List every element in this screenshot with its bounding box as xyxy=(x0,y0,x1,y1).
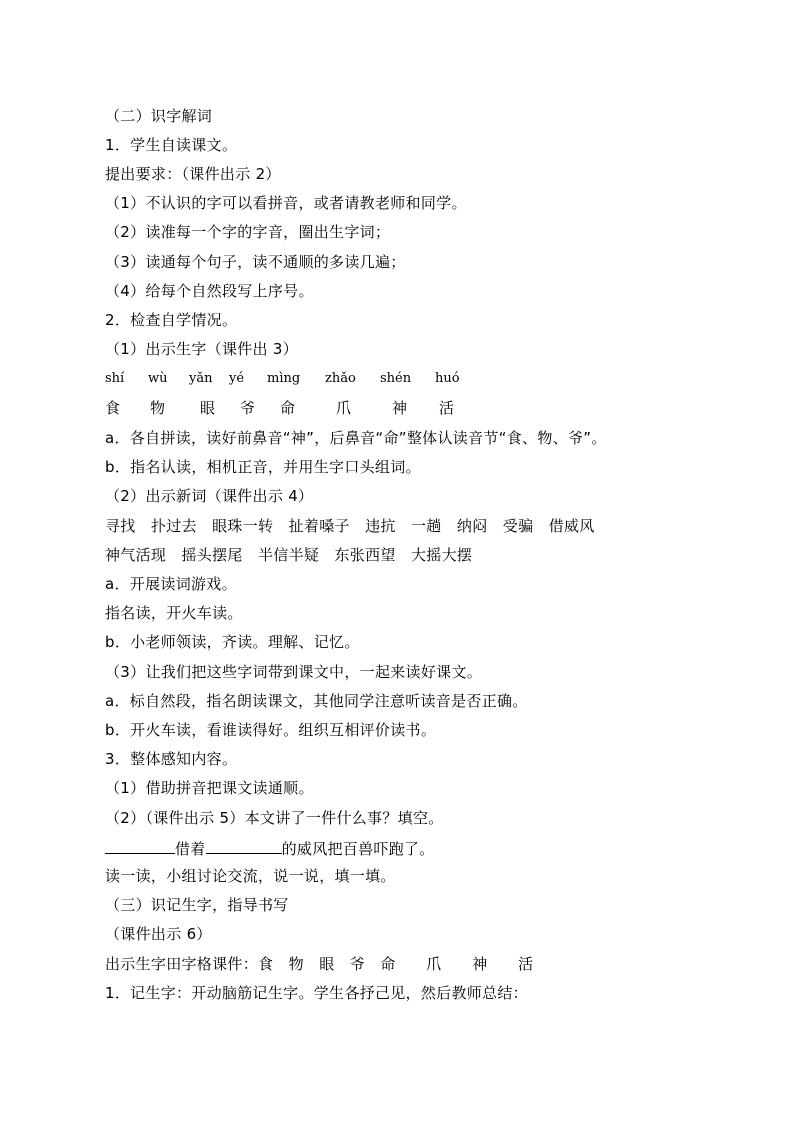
paragraph: b．指名认读，相机正音，并用生字口头组词。 xyxy=(105,458,421,476)
character-label: 爷 xyxy=(240,399,256,417)
step-heading: 1．记生字：开动脑筋记生字。学生各抒己见，然后教师总结： xyxy=(105,984,528,1002)
word-list: 神气活现 摇头摆尾 半信半疑 东张西望 大摇大摆 xyxy=(105,546,473,564)
pinyin-label: shén xyxy=(380,371,412,386)
paragraph: a．开展读词游戏。 xyxy=(105,575,237,593)
character-label: 眼 xyxy=(200,399,216,417)
paragraph: 指名读，开火车读。 xyxy=(105,604,243,622)
pinyin-label: zhǎo xyxy=(325,371,356,386)
pinyin-label: yǎn xyxy=(189,371,213,386)
list-item: （1）借助拼音把课文读通顺。 xyxy=(105,779,314,797)
list-item: （1）出示生字（课件出 3） xyxy=(105,340,299,358)
list-item: （3）让我们把这些字词带到课文中，一起来读好课文。 xyxy=(105,663,483,681)
list-item: （4）给每个自然段写上序号。 xyxy=(105,282,314,300)
pinyin-label: wù xyxy=(148,371,168,386)
fill-blank-text: 的威风把百兽吓跑了。 xyxy=(281,840,435,858)
pinyin-label: yé xyxy=(229,371,245,386)
list-item: （2）读准每一个字的字音，圈出生字词； xyxy=(105,223,391,241)
paragraph: 提出要求：（课件出示 2） xyxy=(105,165,281,183)
paragraph: 读一读，小组讨论交流，说一说，填一填。 xyxy=(105,867,396,885)
character-label: 命 xyxy=(280,399,296,417)
pinyin-label: mìng xyxy=(267,371,301,386)
pinyin-label: huó xyxy=(435,371,460,386)
character-label: 神 xyxy=(392,399,408,417)
section-heading: （三）识记生字，指导书写 xyxy=(105,896,289,914)
step-heading: 2．检查自学情况。 xyxy=(105,311,238,329)
paragraph: a．各自拼读，读好前鼻音“神”，后鼻音“命”整体认读音节“食、物、爷”。 xyxy=(105,429,607,447)
paragraph: （课件出示 6） xyxy=(105,925,212,943)
pinyin-label: shí xyxy=(105,371,125,386)
paragraph: b．开火车读，看谁读得好。组织互相评价读书。 xyxy=(105,721,437,739)
list-item: （3）读通每个句子，读不通顺的多读几遍； xyxy=(105,253,406,271)
paragraph: b．小老师领读，齐读。理解、记忆。 xyxy=(105,633,360,651)
section-heading: （二）识字解词 xyxy=(105,107,213,125)
answer-blank xyxy=(206,838,282,854)
character-label: 爪 xyxy=(336,399,352,417)
step-heading: 3．整体感知内容。 xyxy=(105,750,238,768)
character-label: 物 xyxy=(150,399,166,417)
step-heading: 1．学生自读课文。 xyxy=(105,136,238,154)
paragraph: 出示生字田字格课件：食 物 眼 爷 命 爪 神 活 xyxy=(105,955,534,973)
fill-blank-sentence xyxy=(105,838,435,858)
list-item: （1）不认识的字可以看拼音，或者请教老师和同学。 xyxy=(105,194,467,212)
fill-blank-text: 借着 xyxy=(175,840,206,858)
paragraph: a．标自然段，指名朗读课文，其他同学注意听读音是否正确。 xyxy=(105,692,528,710)
list-item: （2）出示新词（课件出示 4） xyxy=(105,487,314,505)
word-list: 寻找 扑过去 眼珠一转 扯着嗓子 违抗 一趟 纳闷 受骗 借威风 xyxy=(105,517,595,535)
list-item: （2）（课件出示 5）本文讲了一件什么事？填空。 xyxy=(105,809,444,827)
character-label: 食 xyxy=(105,399,121,417)
character-label: 活 xyxy=(439,399,455,417)
answer-blank xyxy=(105,838,175,854)
